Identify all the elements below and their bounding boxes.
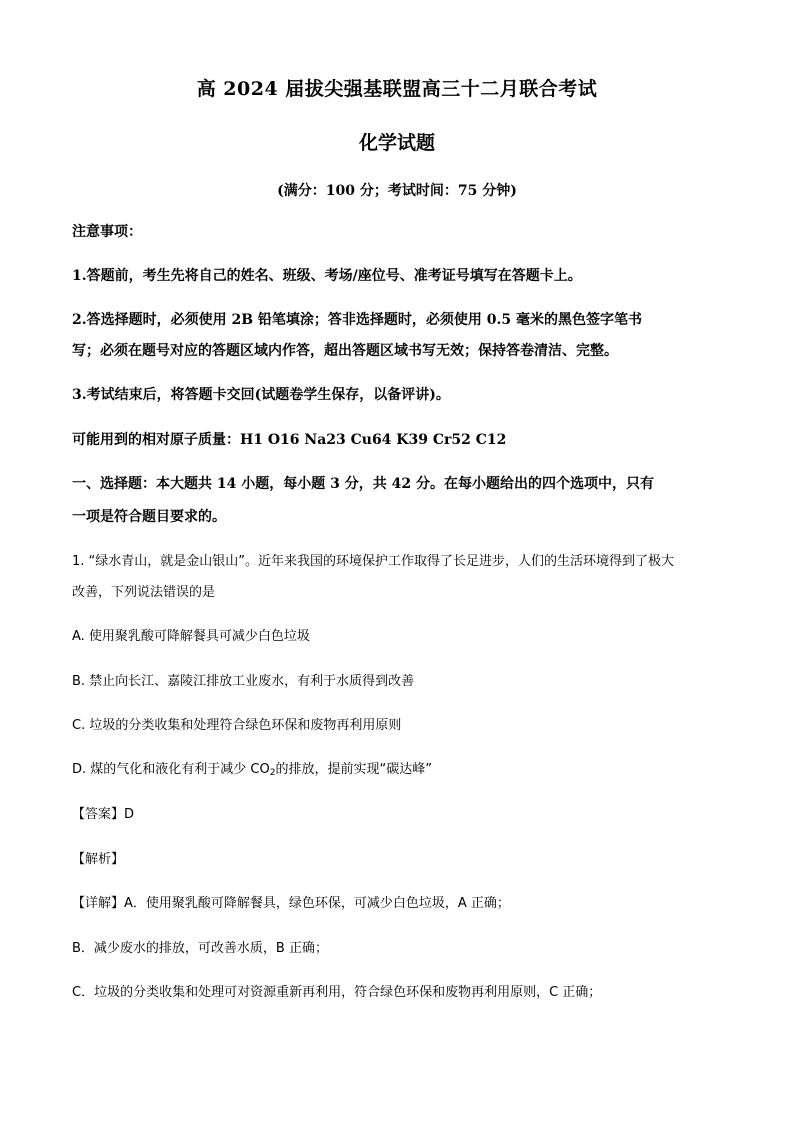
note-item-1: 1.答题前，考生先将自己的姓名、班级、考场/座位号、准考证号填写在答题卡上。 bbox=[72, 268, 582, 284]
option-c: C. 垃圾的分类收集和处理符合绿色环保和废物再利用原则 bbox=[72, 718, 402, 733]
note-item-2-line-2: 写；必须在题号对应的答题区域内作答，超出答题区域书写无效；保持答卷清洁、完整。 bbox=[72, 343, 618, 359]
detail-b: B．减少废水的排放，可改善水质，B 正确； bbox=[72, 941, 328, 956]
detail-c: C．垃圾的分类收集和处理可对资源重新再利用，符合绿色环保和废物再利用原则，C 正确； bbox=[72, 985, 602, 1000]
question-1-stem-line-1: 1. “绿水青山，就是金山银山”。近年来我国的环境保护工作取得了长足进步，人们的生活环境得到了极大 bbox=[72, 554, 675, 569]
answer: 【答案】D bbox=[72, 807, 135, 822]
subject-title: 化学试题 bbox=[358, 132, 435, 154]
detail-a: 【详解】A．使用聚乳酸可降解餐具，绿色环保，可减少白色垃圾，A 正确； bbox=[72, 896, 510, 911]
question-1-stem-line-2: 改善，下列说法错误的是 bbox=[72, 585, 216, 600]
exam-meta: (满分：100 分；考试时间：75 分钟) bbox=[277, 183, 517, 199]
analysis-heading: 【解析】 bbox=[72, 852, 125, 867]
notes-heading: 注意事项： bbox=[72, 224, 142, 240]
section-heading-line-2: 一项是符合题目要求的。 bbox=[72, 509, 226, 525]
option-d-subscript: 2 bbox=[269, 768, 276, 778]
option-d bbox=[72, 760, 727, 783]
exam-title: 高 2024 届拔尖强基联盟高三十二月联合考试 bbox=[196, 78, 598, 100]
note-item-2-line-1: 2.答选择题时，必须使用 2B 铅笔填涂；答非选择题时，必须使用 0.5 毫米的黑色签字笔书 bbox=[72, 312, 643, 328]
atomic-masses: 可能用到的相对原子质量：H1 O16 Na23 Cu64 K39 Cr52 C12 bbox=[72, 432, 507, 448]
option-a: A. 使用聚乳酸可降解餐具可减少白色垃圾 bbox=[72, 629, 310, 644]
option-d-text: D. 煤的气化和液化有利于减少 CO bbox=[72, 762, 270, 777]
option-d-text-end: 的排放，提前实现“碳达峰” bbox=[275, 762, 432, 777]
option-b: B. 禁止向长江、嘉陵江排放工业废水，有利于水质得到改善 bbox=[72, 674, 415, 689]
note-item-3: 3.考试结束后，将答题卡交回(试题卷学生保存，以备评讲)。 bbox=[72, 387, 450, 403]
section-heading-line-1: 一、选择题：本大题共 14 小题，每小题 3 分，共 42 分。在每小题给出的四个选项中，只有 bbox=[72, 476, 654, 492]
